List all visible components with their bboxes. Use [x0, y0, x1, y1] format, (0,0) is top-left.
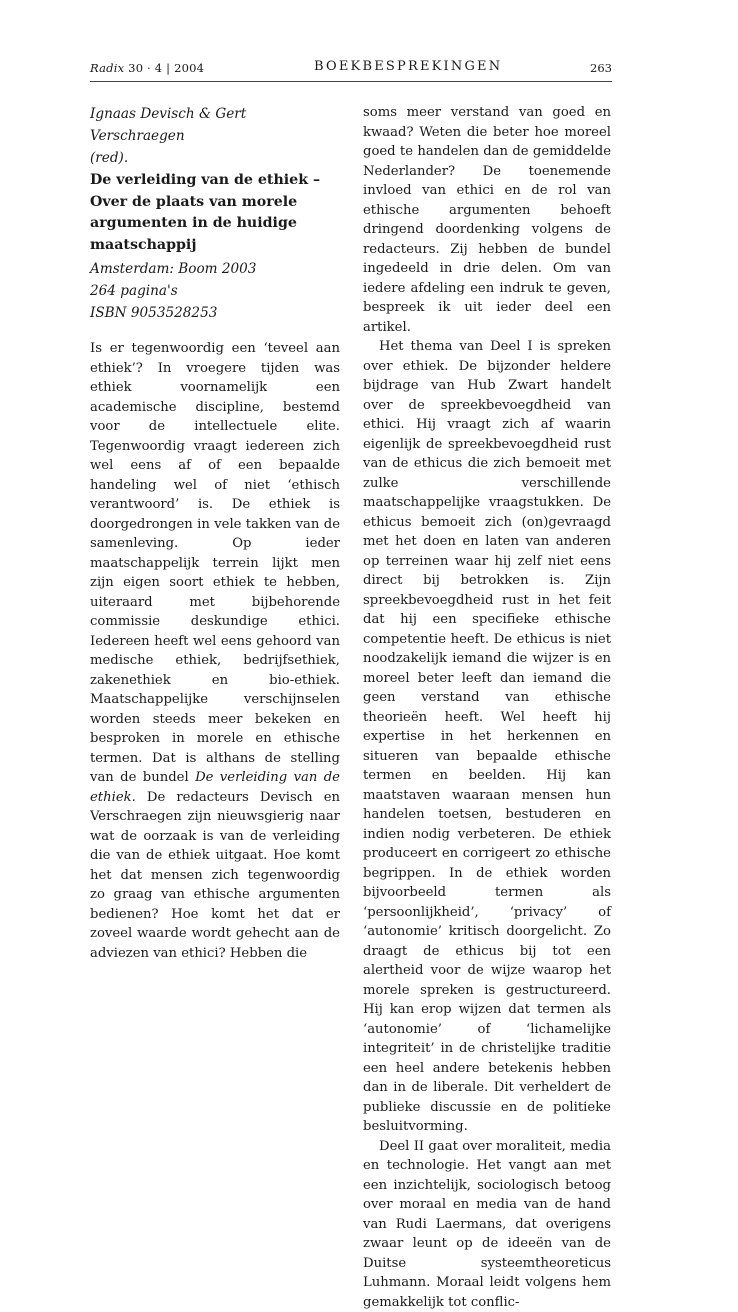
book-pages: 264 pagina's	[90, 280, 340, 302]
book-editor-note: (red).	[90, 150, 128, 166]
journal-name: Radix	[90, 61, 124, 75]
book-title: De verleiding van de ethiek – Over de plaats van morele argumenten in de huidige maatschappij	[90, 170, 340, 256]
left-column	[90, 103, 340, 963]
review-paragraph-3: Deel II gaat over moraliteit, media en technologie. Het vangt aan met een inzichtelijk, sociologisch betoog over moraal en media van de hand van Rudi Laermans, dat overigens zwaar leunt op de ideeën van de Duitse systeemtheoreticus Luhmann. Moraal leidt volgens hem gemakkelijk tot conflic-	[363, 1137, 611, 1312]
book-authors: Ignaas Devisch & Gert Verschraegen	[90, 106, 246, 144]
running-header	[90, 57, 612, 81]
paragraph-1-text-b: De redacteurs Devisch en Verschraegen zijn nieuwsgierig naar wat de oorzaak is van de verleiding die van de ethiek uitgaat. Hoe komt het dat mensen zich tegenwoordig zo graag van ethische argumenten bedienen? Hoe komt het dat er zoveel waarde wordt gehecht aan de adviezen van ethici? Hebben die	[90, 790, 340, 961]
header-rule	[90, 81, 612, 82]
issue-number: 30 · 4 | 2004	[128, 61, 204, 75]
book-isbn: ISBN 9053528253	[90, 302, 340, 324]
review-paragraph-1	[90, 339, 340, 963]
page-number: 263	[590, 61, 612, 75]
review-paragraph-2: Het thema van Deel I is spreken over ethiek. De bijzonder heldere bijdrage van Hub Zwart handelt over de spreekbevoegdheid van ethici. Hij vraagt zich af waarin eigenlijk de spreekbevoegdheid rust van de ethicus die zich bemoeit met zulke verschillende maatschappelijke vraagstukken. De ethicus bemoeit zich (on)gevraagd met het doen en laten van anderen op terreinen waar hij zelf niet eens direct bij betrokken is. Zijn spreekbevoegdheid rust in het feit dat hij een specifieke ethische competentie heeft. De ethicus is niet noodzakelijk iemand die wijzer is en moreel beter leeft dan iemand die geen verstand van ethische theorieën heeft. Wel heeft hij expertise in het herkennen en situeren van bepaalde ethische termen en beelden. Hij kan maatstaven waaraan mensen hun handelen toetsen, bestuderen en indien nodig verbeteren. De ethiek produceert en corrigeert zo ethische begrippen. In de ethiek worden bijvoorbeeld termen als ‘persoonlijkheid’, ‘privacy’ of ‘autonomie’ kritisch doorgelicht. Zo draagt de ethicus bij tot een alertheid voor de wijze waarop het morele spreken is gestructureerd. Hij kan erop wijzen dat termen als ‘autonomie’ of ‘lichamelijke integriteit’ in de christelijke traditie een heel andere betekenis hebben dan in de liberale. Dit verheldert de publieke discussie en de politieke besluitvorming.	[363, 337, 611, 1137]
right-column	[363, 103, 611, 1312]
book-authors-block	[90, 103, 340, 169]
book-title-reference: De verleiding van de ethiek.	[90, 770, 340, 805]
review-paragraph-1-continued: soms meer verstand van goed en kwaad? Weten die beter hoe moreel goed te handelen dan de gemiddelde Nederlander? De toenemende invloed van ethici en de rol van ethische argumenten behoeft dringend doordenking volgens de redacteurs. Zij hebben de bundel ingedeeld in drie delen. Om van iedere afdeling een indruk te geven, bespreek ik uit ieder deel een artikel.	[363, 103, 611, 337]
paragraph-1-text-a: Is er tegenwoordig een ‘teveel aan ethiek’? In vroegere tijden was ethiek voornamelijk een academische discipline, bestemd voor de intellectuele elite. Tegenwoordig vraagt iedereen zich wel eens af of een bepaalde handeling wel of niet ‘ethisch verantwoord’ is. De ethiek is doorgedrongen in vele takken van de samenleving. Op ieder maatschappelijk terrein lijkt men zijn eigen soort ethiek te hebben, uiteraard met bijbehorende commissie deskundige ethici. Iedereen heeft wel eens gehoord van medische ethiek, bedrijfsethiek, zakenethiek en bio-ethiek. Maatschappelijke verschijnselen worden steeds meer bekeken en besproken in morele en ethische termen. Dat is althans de stelling van de bundel	[90, 341, 340, 785]
journal-issue	[90, 61, 204, 75]
section-title: BOEKBESPREKINGEN	[314, 59, 502, 74]
spacer	[90, 324, 340, 339]
book-publisher: Amsterdam: Boom 2003	[90, 258, 340, 280]
